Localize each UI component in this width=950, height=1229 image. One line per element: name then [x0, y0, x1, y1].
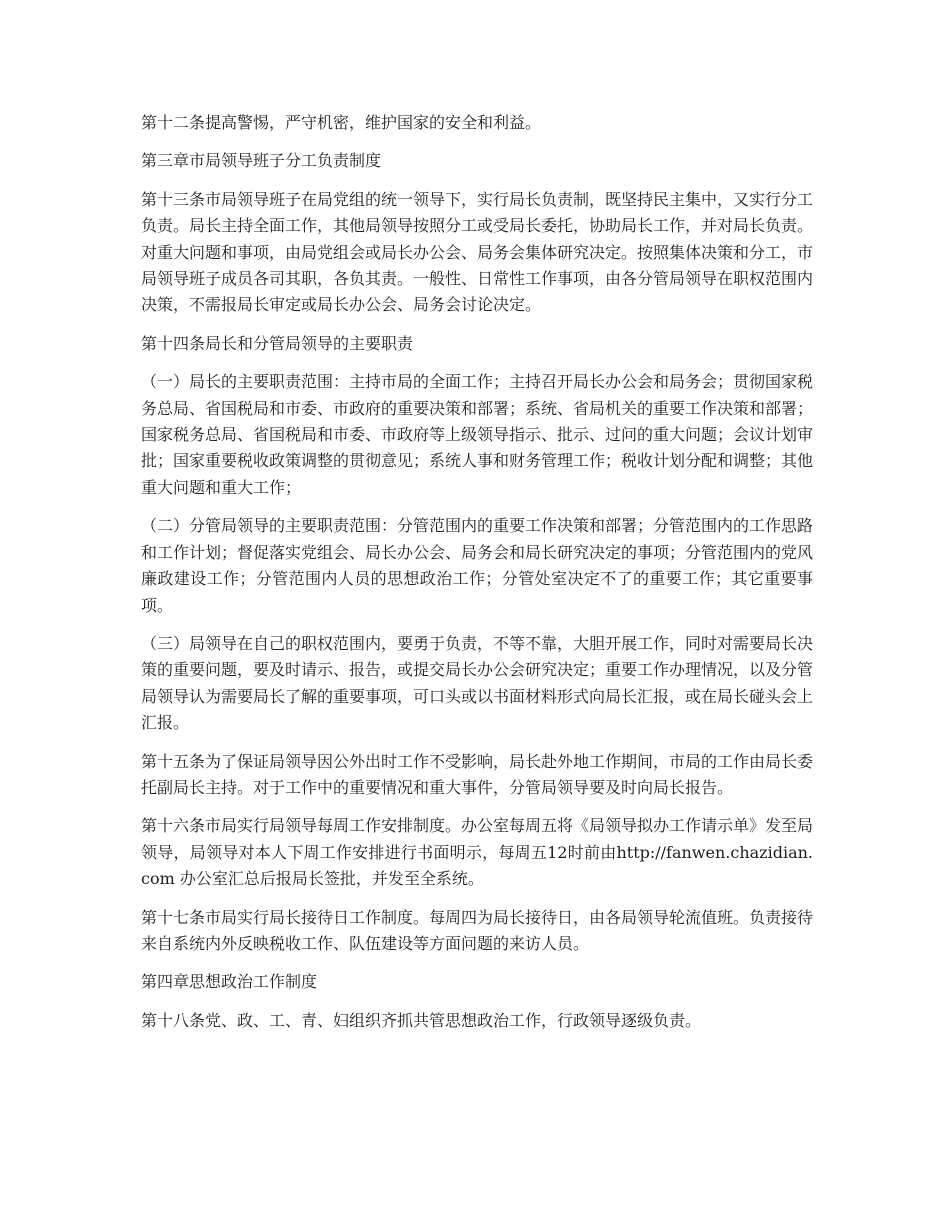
chapter-4-heading: 第四章思想政治工作制度 — [141, 972, 318, 992]
article-15-paragraph: 第十五条为了保证局领导因公外出时工作不受影响，局长赴外地工作期间，市局的工作由局长委托副局长主持。对于工作中的重要情况和重大事件，分管局领导要及时向局长报告。 — [141, 751, 814, 797]
article-14-paragraph: 第十四条局长和分管局领导的主要职责 — [141, 333, 414, 353]
chapter-3-heading: 第三章市局领导班子分工负责制度 — [141, 151, 382, 171]
article-16-paragraph: 第十六条市局实行局领导每周工作安排制度。办公室每周五将《局领导拟办工作请示单》发至局领导，局领导对本人下周工作安排进行书面明示，每周五12时前由http://fanwen.chazidian.com 办公室汇总后报局长签批，并发至全系统。 — [141, 816, 814, 889]
article-13-paragraph: 第十三条市局领导班子在局党组的统一领导下，实行局长负责制，既坚持民主集中，又实行分工负责。局长主持全面工作，其他局领导按照分工或受局长委托，协助局长工作，并对局长负责。对重大问题和事项，由局党组会或局长办公会、局务会集体研究决定。按照集体决策和分工，市局领导班子成员各司其职，各负其责。一般性、日常性工作事项，由各分管局领导在职权范围内决策，不需报局长审定或局长办公会、局务会讨论决定。 — [141, 189, 814, 315]
article-18-paragraph: 第十八条党、政、工、青、妇组织齐抓共管思想政治工作，行政领导逐级负责。 — [141, 1010, 702, 1030]
article-12-paragraph: 第十二条提高警惕，严守机密，维护国家的安全和利益。 — [141, 113, 542, 132]
article-14-item-2-paragraph: （二）分管局领导的主要职责范围：分管范围内的重要工作决策和部署；分管范围内的工作思路和工作计划；督促落实党组会、局长办公会、局务会和局长研究决定的事项；分管范围内的党风廉政建设工作；分管范围内人员的思想政治工作；分管处室决定不了的重要工作；其它重要事项。 — [141, 516, 814, 615]
article-14-item-1-paragraph: （一）局长的主要职责范围：主持市局的全面工作；主持召开局长办公会和局务会；贯彻国家税务总局、省国税局和市委、市政府的重要决策和部署；系统、省局机关的重要工作决策和部署；国家税务总局、省国税局和市委、市政府等上级领导指示、批示、过问的重大问题；会议计划审批；国家重要税收政策调整的贯彻意见；系统人事和财务管理工作；税收计划分配和调整；其他重大问题和重大工作； — [141, 372, 814, 497]
article-14-item-3-paragraph: （三）局领导在自己的职权范围内，要勇于负责，不等不靠，大胆开展工作，同时对需要局长决策的重要问题，要及时请示、报告，或提交局长办公会研究决定；重要工作办理情况，以及分管局领导认为需要局长了解的重要事项，可口头或以书面材料形式向局长汇报，或在局长碰头会上汇报。 — [141, 633, 814, 733]
article-17-paragraph: 第十七条市局实行局长接待日工作制度。每周四为局长接待日，由各局领导轮流值班。负责接待来自系统内外反映税收工作、队伍建设等方面问题的来访人员。 — [141, 907, 814, 953]
document-body — [141, 110, 813, 1046]
